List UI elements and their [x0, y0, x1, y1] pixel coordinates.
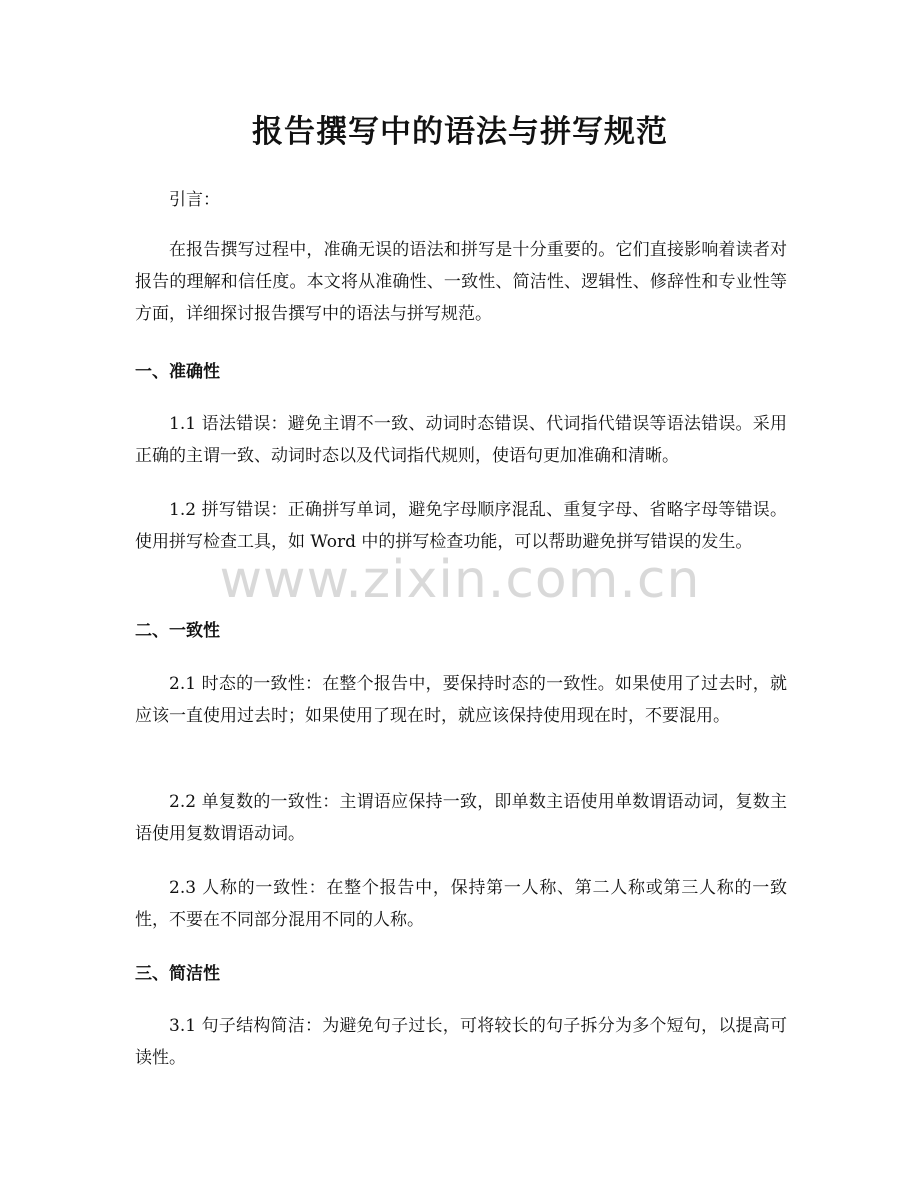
paragraph-2-1: 2.1 时态的一致性：在整个报告中，要保持时态的一致性。如果使用了过去时，就应该一直使用过去时；如果使用了现在时，就应该保持使用现在时，不要混用。: [135, 674, 787, 726]
intro-label: 引言：: [169, 190, 220, 210]
section-heading-consistency: 二、一致性: [135, 621, 220, 641]
section-heading-accuracy: 一、准确性: [135, 362, 220, 382]
paragraph-2-3: 2.3 人称的一致性：在整个报告中，保持第一人称、第二人称或第三人称的一致性，不要在不同部分混用不同的人称。: [135, 878, 787, 930]
paragraph-2-2: 2.2 单复数的一致性：主谓语应保持一致，即单数主语使用单数谓语动词，复数主语使用复数谓语动词。: [135, 792, 787, 844]
paragraph-1-2: 1.2 拼写错误：正确拼写单词，避免字母顺序混乱、重复字母、省略字母等错误。使用拼写检查工具，如 Word 中的拼写检查功能，可以帮助避免拼写错误的发生。: [135, 500, 787, 552]
watermark-text: www.zixin.com.cn: [219, 550, 701, 610]
document-title: 报告撰写中的语法与拼写规范: [252, 114, 668, 150]
paragraph-3-1: 3.1 句子结构简洁：为避免句子过长，可将较长的句子拆分为多个短句，以提高可读性。: [135, 1016, 787, 1068]
paragraph-1-1: 1.1 语法错误：避免主谓不一致、动词时态错误、代词指代错误等语法错误。采用正确的主谓一致、动词时态以及代词指代规则，使语句更加准确和清晰。: [135, 414, 787, 466]
intro-paragraph: 在报告撰写过程中，准确无误的语法和拼写是十分重要的。它们直接影响着读者对报告的理解和信任度。本文将从准确性、一致性、简洁性、逻辑性、修辞性和专业性等方面，详细探讨报告撰写中的语法与拼写规范。: [135, 240, 787, 324]
section-heading-conciseness: 三、简洁性: [135, 964, 220, 984]
